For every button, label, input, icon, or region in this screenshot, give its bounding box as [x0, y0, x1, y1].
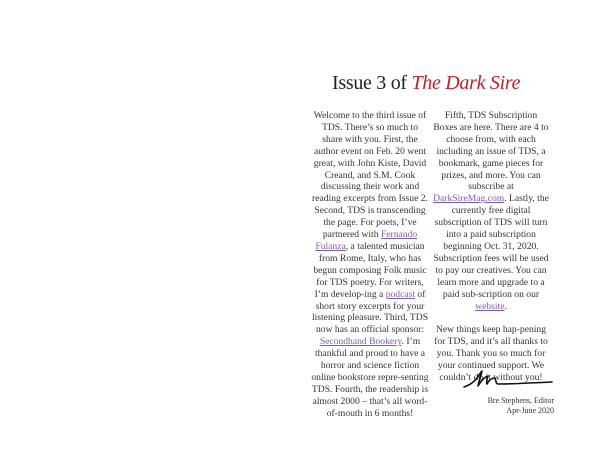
text-run: of short story excerpts for your listening pleasure. Third, TDS now has an official sponsor:: [311, 288, 429, 336]
editor-name: Bre Stephens, Editor: [487, 396, 554, 405]
podcast-link[interactable]: podcast: [385, 288, 416, 300]
letter-paragraph: [311, 110, 429, 420]
closing-paragraph: New things keep hap-pening for TDS, and it’s all thanks to you. Thank you so much for your continued support. We couldn’t do it without you!: [434, 324, 548, 383]
signature-block: [488, 396, 554, 416]
letter-paragraph: [432, 110, 550, 312]
text-run: Welcome to the third issue of TDS. There’s so much to share with you. First, the author event on Feb. 20 went great, with John Kiste, David Creand, and S.M. Cook discussing their work and reading excerpts from Issue 2. Second, TDS is transcending the page. For poets, I’ve partnered with: [312, 110, 428, 241]
text-run: . Lastly, the currently free digital subscription of TDS will turn into a paid subscription beginning Oct. 31, 2020. Subscription fees will be used to pay our creatives. You can learn more and upgrade to a paid sub-scription on our: [433, 193, 549, 300]
magazine-title: The Dark Sire: [411, 72, 521, 94]
darksiremag-link[interactable]: DarkSireMag.com: [433, 193, 505, 205]
editor-letter-right-column: [432, 110, 550, 384]
text-run: . I’m thankful and proud to have a horror and science fiction online bookstore repre-senting TDS. Fourth, the readership is almost 2000 – that’s all word-of-mouth in 6 months!: [311, 336, 429, 419]
issue-date: Apr-June 2020: [506, 406, 554, 415]
text-run: Fifth, TDS Subscription Boxes are here. There are 4 to choose from, with each including an issue of TDS, a bookmark, game pieces for prizes, and more. You can subscribe at: [433, 110, 549, 193]
website-link[interactable]: website: [475, 300, 505, 312]
issue-heading: [332, 72, 520, 95]
secondhand-bookery-link[interactable]: Secondhand Bookery: [319, 336, 402, 348]
fernando-fulanza-link[interactable]: Fernando Fulanza: [315, 229, 418, 252]
editor-signature: [462, 368, 554, 392]
editor-letter-left-column: [311, 110, 429, 420]
issue-prefix: Issue 3 of: [332, 72, 407, 94]
text-run: , a talented musician from Rome, Italy, who has begun composing Folk music for TDS poetry. For writers, I’m develop-ing a: [313, 240, 427, 300]
text-run: .: [504, 300, 507, 312]
